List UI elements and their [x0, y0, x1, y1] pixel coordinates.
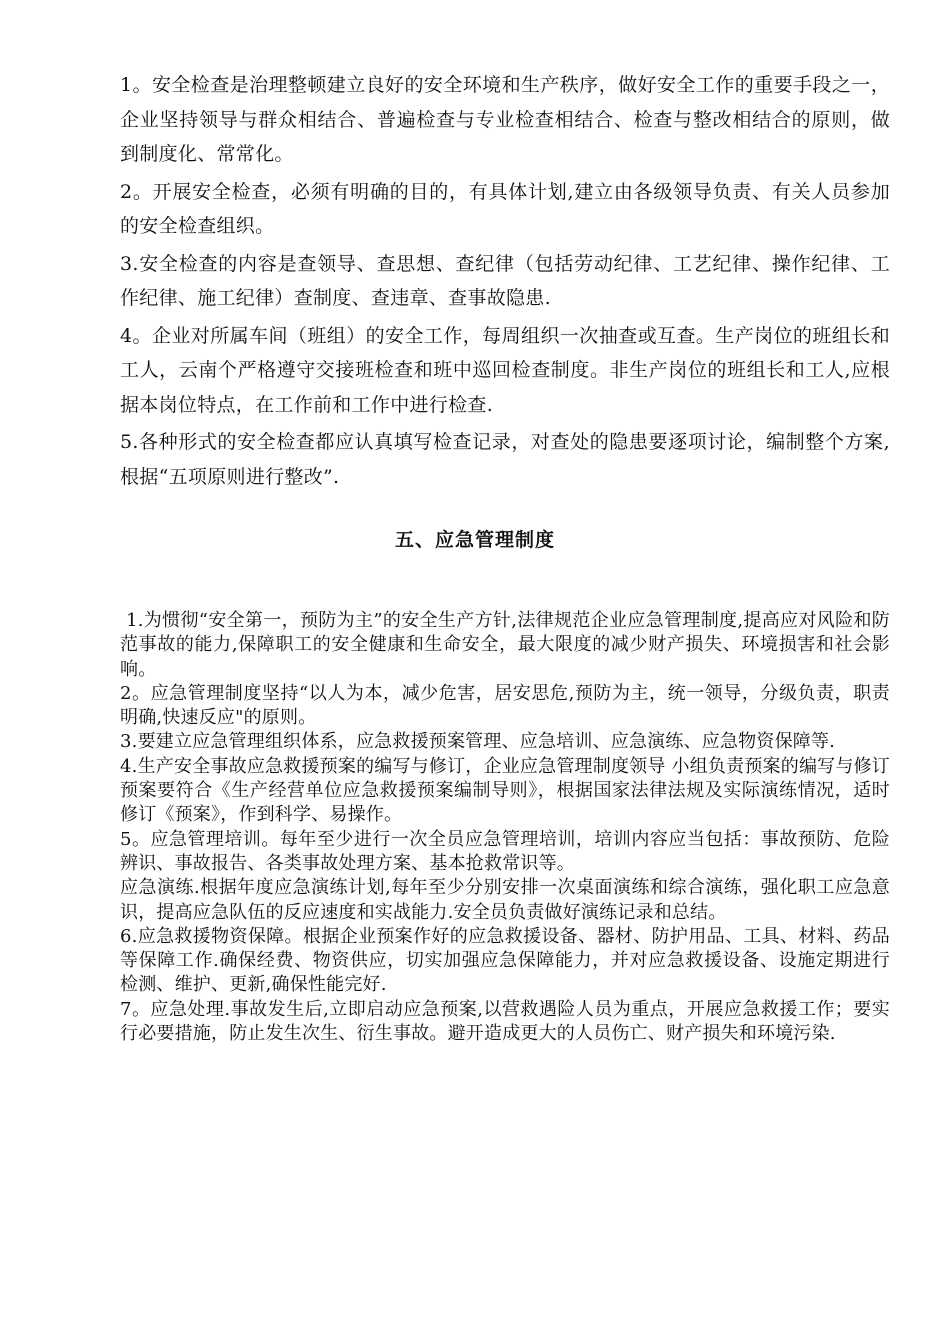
paragraph: 4.生产安全事故应急救援预案的编写与修订，企业应急管理制度领导 小组负责预案的编写与修订预案要符合《生产经营单位应急救援预案编制导则》，根据国家法律法规及实际演练情况，适时修订《预案》，作到科学、易操作。	[120, 755, 890, 826]
paragraph: 2。应急管理制度坚持“以人为本，减少危害，居安思危,预防为主，统一领导，分级负责，职责明确,快速反应"的原则。	[120, 682, 890, 729]
paragraph: 6.应急救援物资保障。根据企业预案作好的应急救援设备、器材、防护用品、工具、材料、药品等保障工作.确保经费、物资供应，切实加强应急保障能力，并对应急救援设备、设施定期进行检测、维护、更新,确保性能完好.	[120, 925, 890, 996]
paragraph: 5.各种形式的安全检查都应认真填写检查记录，对查处的隐患要逐项讨论，编制整个方案,根据“五项原则进行整改”.	[120, 431, 890, 488]
paragraph: 3.安全检查的内容是查领导、查思想、查纪律（包括劳动纪律、工艺纪律、操作纪律、工作纪律、施工纪律）查制度、查违章、查事故隐患.	[120, 252, 890, 309]
paragraph: 1.为惯彻“安全第一，预防为主”的安全生产方针,法律规范企业应急管理制度,提高应对风险和防范事故的能力,保障职工的安全健康和生命安全，最大限度的减少财产损失、环境损害和社会影响。	[120, 610, 890, 680]
section-heading: 五、应急管理制度	[394, 529, 555, 551]
paragraph: 应急演练.根据年度应急演练计划,每年至少分别安排一次桌面演练和综合演练，强化职工应急意识，提高应急队伍的反应速度和实战能力.安全员负责做好演练记录和总结。	[120, 877, 890, 923]
paragraph: 2。开展安全检查，必须有明确的目的，有具体计划,建立由各级领导负责、有关人员参加的安全检查组织。	[120, 180, 890, 237]
paragraph: 1。安全检查是治理整顿建立良好的安全环境和生产秩序，做好安全工作的重要手段之一，企业坚持领导与群众相结合、普遍检查与专业检查相结合、检查与整改相结合的原则，做到制度化、常常化。	[120, 74, 890, 165]
paragraph: 7。应急处理.事故发生后,立即启动应急预案,以营救遇险人员为重点，开展应急救援工作；要实行必要措施，防止发生次生、衍生事故。避开造成更大的人员伤亡、财产损失和环境污染.	[120, 998, 890, 1045]
paragraph: 4。企业对所属车间（班组）的安全工作，每周组织一次抽查或互查。生产岗位的班组长和工人，云南个严格遵守交接班检查和班中巡回检查制度。非生产岗位的班组长和工人,应根据本岗位特点，在工作前和工作中进行检查.	[120, 324, 890, 416]
inspection-section	[120, 68, 890, 497]
paragraph: 5。应急管理培训。每年至少进行一次全员应急管理培训，培训内容应当包括：事故预防、危险辨识、事故报告、各类事故处理方案、基本抢救常识等。	[120, 828, 890, 874]
emergency-section	[120, 609, 890, 1046]
paragraph: 3.要建立应急管理组织体系，应急救援预案管理、应急培训、应急演练、应急物资保障等.	[120, 731, 836, 753]
